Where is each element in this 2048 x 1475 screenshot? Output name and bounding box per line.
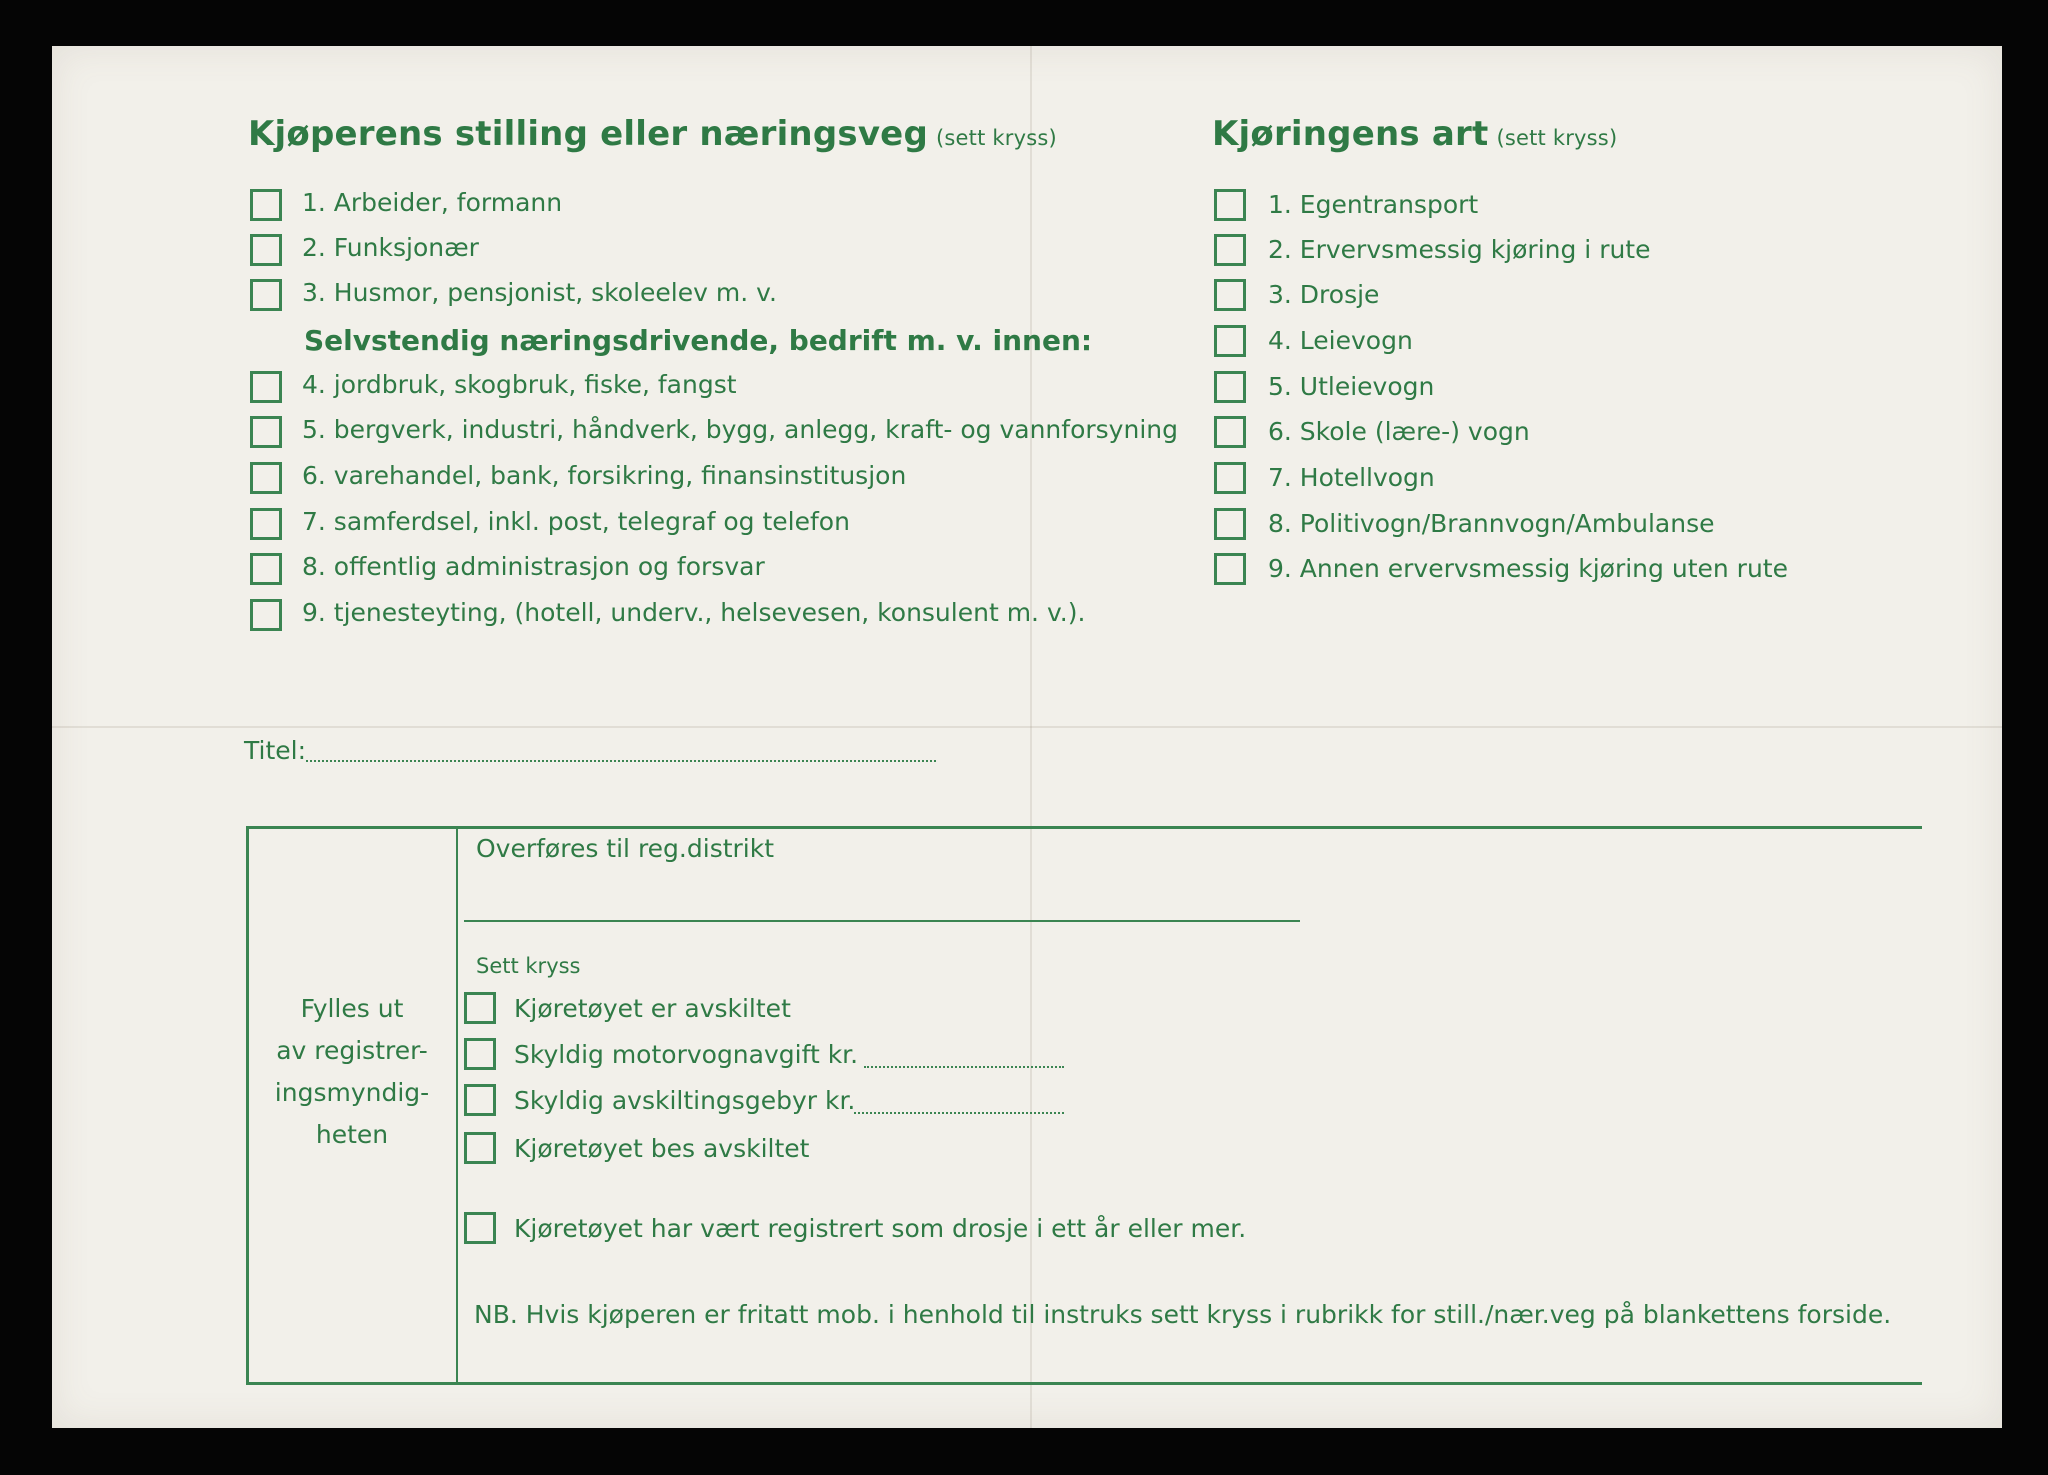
checkbox-drosje[interactable] [1214, 279, 1246, 311]
checkbox-tjenesteyting[interactable] [250, 599, 282, 631]
nb-note: NB. Hvis kjøperen er fritatt mob. i henhold til instruks sett kryss i rubrikk for still./nær.veg på blankettens forside. [474, 1300, 1892, 1329]
checkbox-utleievogn[interactable] [1214, 371, 1246, 403]
right-heading [1212, 114, 1617, 154]
item-label: 1. Egentransport [1268, 190, 1479, 219]
side-label [248, 988, 456, 1156]
item-label: 7. Hotellvogn [1268, 463, 1435, 492]
checkbox-drosje-ett-ar[interactable] [464, 1212, 496, 1244]
checkbox-bergverk[interactable] [250, 416, 282, 448]
item-label: 8. offentlig administrasjon og forsvar [302, 552, 765, 581]
checkbox-arbeider[interactable] [250, 189, 282, 221]
transfer-label: Overføres til reg.distrikt [476, 834, 775, 863]
checkbox-politivogn[interactable] [1214, 508, 1246, 540]
item-label: 4. jordbruk, skogbruk, fiske, fangst [302, 370, 737, 399]
right-heading-text: Kjøringens art [1212, 114, 1489, 154]
side-label-line: heten [315, 1120, 389, 1149]
titel-field[interactable] [306, 760, 936, 762]
box-top-border [246, 826, 1922, 829]
item-label: 6. varehandel, bank, forsikring, finansinstitusjon [302, 461, 907, 490]
item-label: 5. bergverk, industri, håndverk, bygg, anlegg, kraft- og vannforsyning [302, 415, 1178, 444]
item-label: 6. Skole (lære-) vogn [1268, 417, 1530, 446]
left-heading-text: Kjøperens stilling eller næringsveg [248, 114, 928, 154]
checkbox-offentlig[interactable] [250, 553, 282, 585]
checkbox-avskiltingsgebyr[interactable] [464, 1084, 496, 1116]
transfer-field-line[interactable] [464, 920, 1300, 922]
checkbox-hotellvogn[interactable] [1214, 462, 1246, 494]
checkbox-avskiltet[interactable] [464, 992, 496, 1024]
side-label-line: Fylles ut [300, 994, 404, 1023]
checkbox-funksjonaer[interactable] [250, 234, 282, 266]
checkbox-samferdsel[interactable] [250, 508, 282, 540]
item-label: 2. Funksjonær [302, 233, 479, 262]
checkbox-bes-avskiltet[interactable] [464, 1132, 496, 1164]
item-label: 8. Politivogn/Brannvogn/Ambulanse [1268, 509, 1715, 538]
checkbox-skolevogn[interactable] [1214, 416, 1246, 448]
checkbox-rute[interactable] [1214, 234, 1246, 266]
check-label: Skyldig motorvognavgift kr. [514, 1040, 859, 1069]
item-label: 1. Arbeider, formann [302, 188, 563, 217]
sett-kryss-label: Sett kryss [476, 954, 581, 978]
fold-line-horizontal [52, 726, 2002, 728]
checkbox-varehandel[interactable] [250, 462, 282, 494]
checkbox-leievogn[interactable] [1214, 325, 1246, 357]
item-label: 7. samferdsel, inkl. post, telegraf og telefon [302, 507, 850, 536]
checkbox-annen[interactable] [1214, 553, 1246, 585]
left-heading-note: (sett kryss) [935, 126, 1057, 150]
item-label: 3. Husmor, pensjonist, skoleelev m. v. [302, 278, 777, 307]
check-label: Kjøretøyet er avskiltet [514, 994, 791, 1023]
box-bottom-border [246, 1382, 1922, 1385]
checkbox-motorvognavgift[interactable] [464, 1038, 496, 1070]
item-label: 5. Utleievogn [1268, 372, 1435, 401]
item-label: 2. Ervervsmessig kjøring i rute [1268, 235, 1651, 264]
motorvognavgift-amount-field[interactable] [864, 1066, 1064, 1068]
checkbox-husmor[interactable] [250, 279, 282, 311]
box-divider [456, 826, 458, 1382]
drosje-check-label: Kjøretøyet har vært registrert som drosje i ett år eller mer. [514, 1214, 1247, 1243]
titel-label: Titel: [244, 736, 306, 765]
item-label: 3. Drosje [1268, 280, 1380, 309]
checkbox-egentransport[interactable] [1214, 189, 1246, 221]
item-label: 9. tjenesteyting, (hotell, underv., helsevesen, konsulent m. v.). [302, 598, 1086, 627]
left-heading [248, 114, 1057, 154]
checkbox-jordbruk[interactable] [250, 371, 282, 403]
side-label-line: ingsmyndig- [274, 1078, 430, 1107]
check-label: Kjøretøyet bes avskiltet [514, 1134, 810, 1163]
side-label-line: av registrer- [276, 1036, 428, 1065]
avskiltingsgebyr-amount-field[interactable] [854, 1112, 1064, 1114]
right-heading-note: (sett kryss) [1496, 126, 1618, 150]
item-label: 4. Leievogn [1268, 326, 1413, 355]
subheading: Selvstendig næringsdrivende, bedrift m. v. innen: [304, 324, 1093, 357]
item-label: 9. Annen ervervsmessig kjøring uten rute [1268, 554, 1788, 583]
check-label: Skyldig avskiltingsgebyr kr. [514, 1086, 856, 1115]
